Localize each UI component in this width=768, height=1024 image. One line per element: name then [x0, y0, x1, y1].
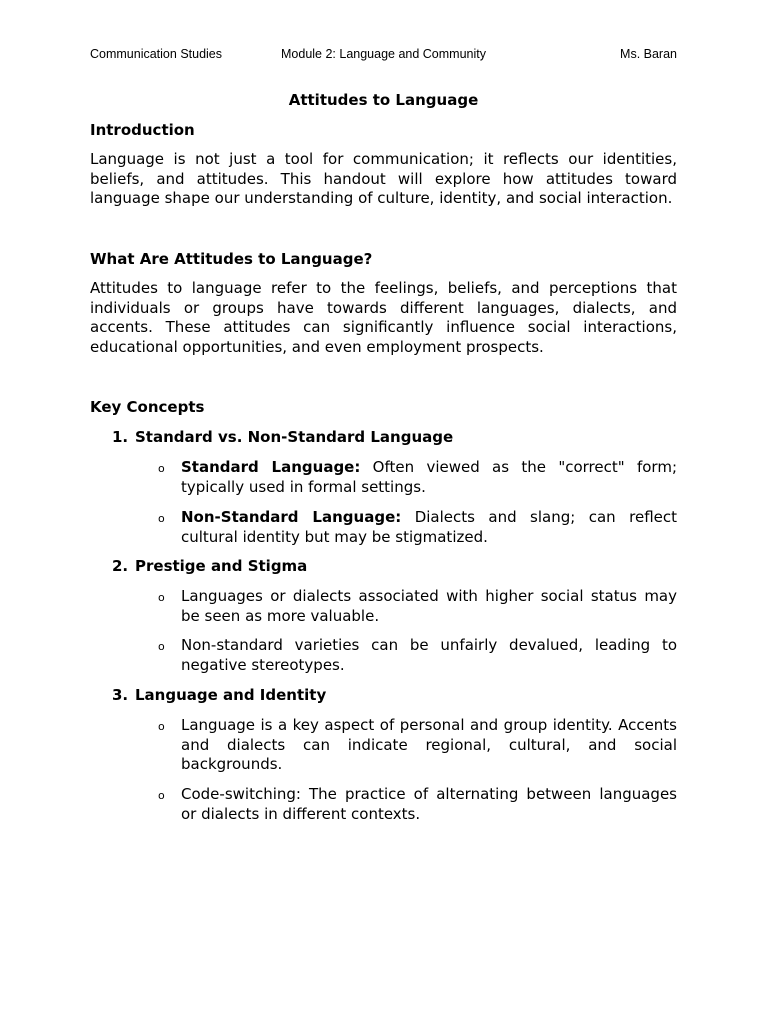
- header-teacher: Ms. Baran: [620, 47, 677, 61]
- list-number: 3.: [112, 686, 129, 704]
- list-subitem: Code-switching: The practice of alternating between languages or dialects in different contexts.: [181, 785, 677, 823]
- subitem-text: Often viewed as the "correct" form; typically used in formal settings.: [181, 458, 678, 496]
- list-item-prestige: [112, 557, 307, 575]
- bullet-icon: o: [158, 512, 165, 525]
- bullet-icon: o: [158, 591, 165, 604]
- intro-heading: Introduction: [90, 121, 195, 139]
- list-item-title: Prestige and Stigma: [135, 557, 308, 575]
- bullet-icon: o: [158, 640, 165, 653]
- subitem-text: Dialects and slang; can reflect cultural identity but may be stigmatized.: [181, 508, 678, 546]
- key-concepts-heading: Key Concepts: [90, 398, 205, 416]
- bullet-icon: o: [158, 462, 165, 475]
- page-header: [90, 47, 677, 65]
- list-subitem: Language is a key aspect of personal and group identity. Accents and dialects can indicate regional, cultural, and social backgrounds.: [181, 716, 677, 774]
- list-number: 2.: [112, 557, 129, 575]
- bullet-icon: o: [158, 720, 165, 733]
- list-item-standard: [112, 428, 453, 446]
- list-subitem: [181, 508, 677, 547]
- what-paragraph: Attitudes to language refer to the feelings, beliefs, and perceptions that individuals or groups have towards different languages, dialects, and accents. These attitudes can significantly influence social interactions, educational opportunities, and even employment prospects.: [90, 279, 677, 357]
- header-course: Communication Studies: [90, 47, 223, 61]
- list-subitem: Non-standard varieties can be unfairly devalued, leading to negative stereotypes.: [181, 636, 677, 674]
- list-item-identity: [112, 686, 326, 704]
- intro-paragraph: Language is not just a tool for communication; it reflects our identities, beliefs, and attitudes. This handout will explore how attitudes toward language shape our understanding of culture, identity, and social interaction.: [90, 150, 677, 208]
- list-item-title: Standard vs. Non-Standard Language: [135, 428, 454, 446]
- subitem-term: Non-Standard Language:: [181, 508, 402, 526]
- list-number: 1.: [112, 428, 129, 446]
- list-subitem: Languages or dialects associated with higher social status may be seen as more valuable.: [181, 587, 677, 625]
- bullet-icon: o: [158, 789, 165, 802]
- subitem-term: Standard Language:: [181, 458, 361, 476]
- list-subitem: [181, 458, 677, 497]
- header-module: Module 2: Language and Community: [281, 47, 486, 61]
- document-title: Attitudes to Language: [288, 91, 479, 109]
- what-heading: What Are Attitudes to Language?: [90, 250, 373, 268]
- list-item-title: Language and Identity: [135, 686, 327, 704]
